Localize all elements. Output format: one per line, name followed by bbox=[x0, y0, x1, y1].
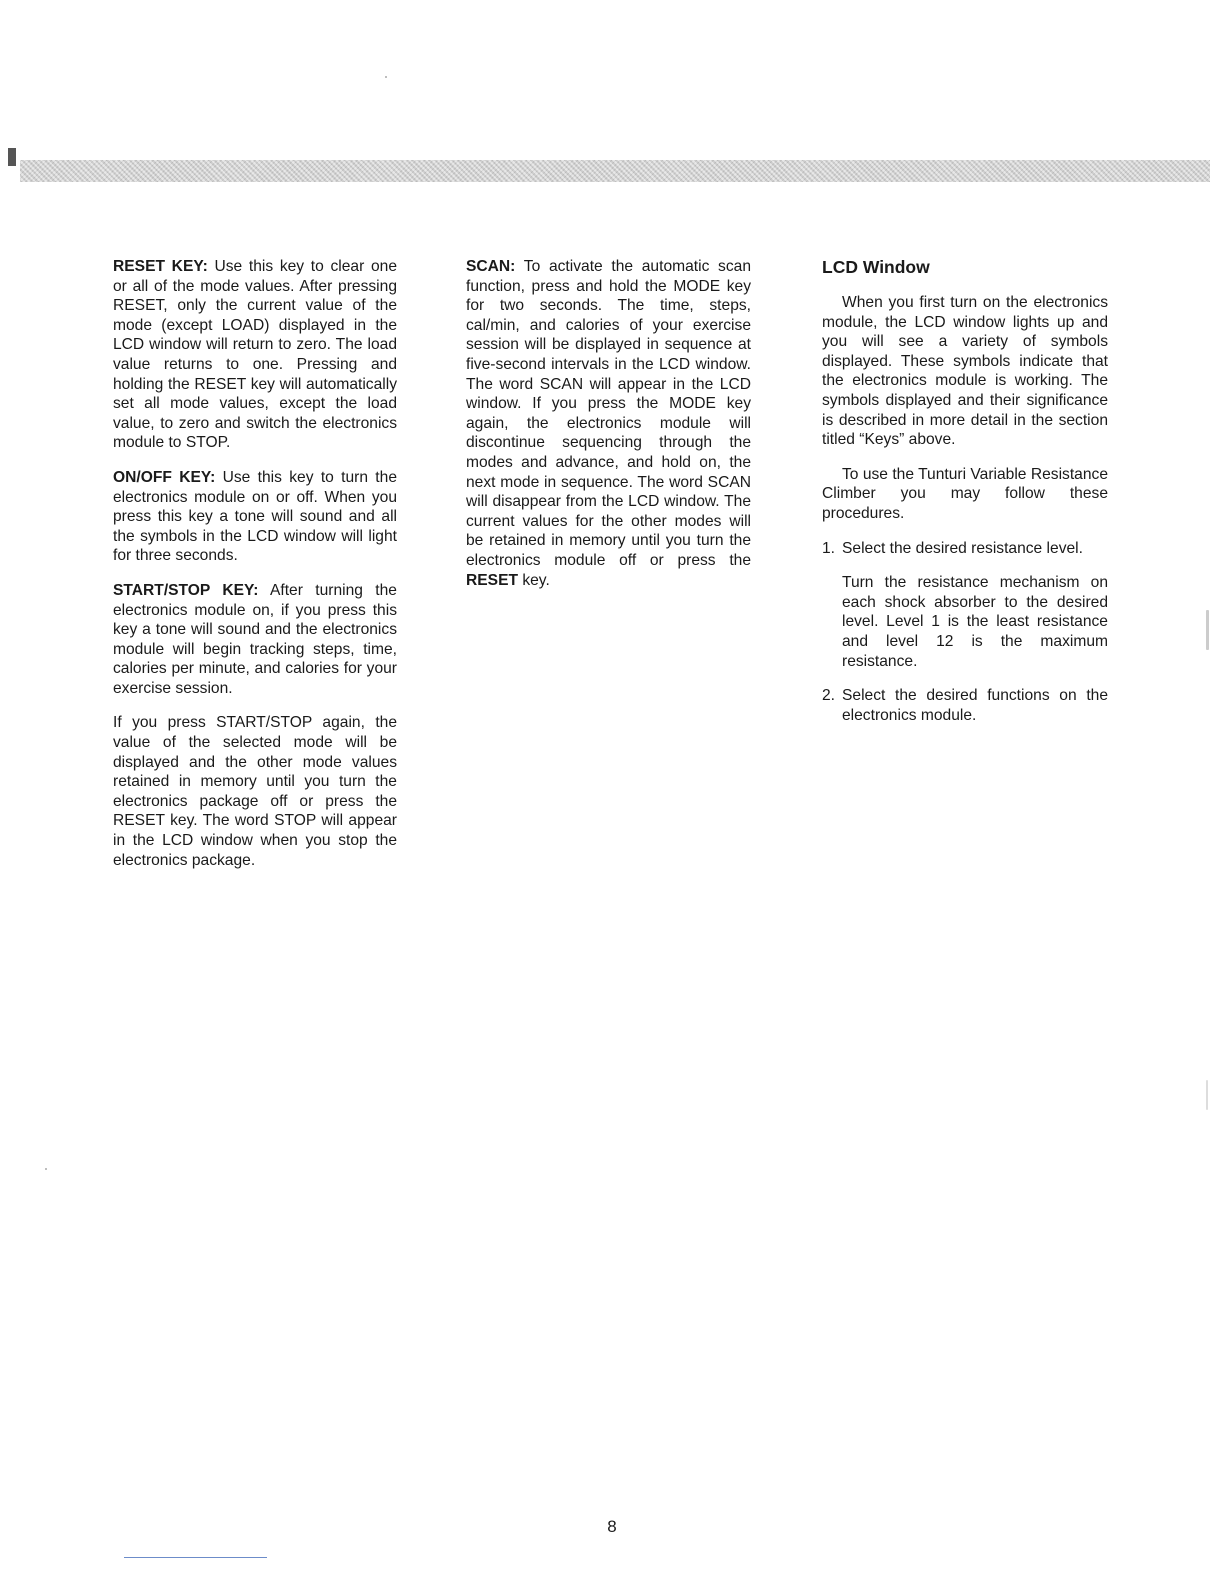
startstop-key-term: START/STOP KEY: bbox=[113, 581, 259, 599]
onoff-key-text: Use this key to turn the electronics module on or off. When you press this key a tone will sound and all the symbols in the LCD window will light for three seconds. bbox=[113, 468, 397, 565]
startstop-key-paragraph bbox=[113, 581, 397, 699]
middle-column bbox=[466, 257, 751, 605]
page-number: 8 bbox=[607, 1517, 617, 1536]
reset-key-text: Use this key to clear one or all of the mode values. After pressing RESET, only the current value of the mode (except LOAD) displayed in the LCD window will return to zero. The load value returns to one. Pressing and holding the RESET key will automatically set all mode values, except the load value, to zero and switch the electronics module to STOP. bbox=[113, 258, 397, 452]
step-2 bbox=[822, 686, 1108, 725]
scan-paragraph bbox=[466, 257, 751, 590]
right-column bbox=[822, 257, 1108, 740]
header-band bbox=[20, 160, 1210, 182]
scan-text-end: key. bbox=[518, 571, 550, 589]
step-2-text: Select the desired functions on the electronics module. bbox=[842, 687, 1108, 724]
step-1-detail: Turn the resistance mechanism on each shock absorber to the desired level. Level 1 is the least resistance and level 12 is the maximum resistance. bbox=[842, 574, 1108, 670]
startstop-key-text: After turning the electronics module on, if you press this key a tone will sound and the electronics module will begin tracking steps, time, calories per minute, and calories for your exercise session. bbox=[113, 581, 397, 697]
scan-speck bbox=[385, 76, 387, 78]
lcd-intro-paragraph: When you first turn on the electronics module, the LCD window lights up and you will see a variety of symbols displayed. These symbols indicate that the electronics module is working. The symbols displayed and their significance is described in more detail in the section titled “Keys” above. bbox=[822, 294, 1108, 449]
scan-speck bbox=[45, 1168, 47, 1170]
scan-artifact-mark bbox=[8, 148, 16, 166]
reset-key-paragraph bbox=[113, 257, 397, 453]
procedures-paragraph: To use the Tunturi Variable Resistance Climber you may follow these procedures. bbox=[822, 465, 1108, 522]
scan-speck bbox=[1206, 610, 1209, 650]
scan-reset-term: RESET bbox=[466, 571, 518, 589]
startstop-again-paragraph: If you press START/STOP again, the value of the selected mode will be displayed and the other mode values retained in memory until you turn the electronics package off or press the RESET key. The word STOP will appear in the LCD window when you stop the electronics package. bbox=[113, 714, 397, 869]
lcd-window-heading: LCD Window bbox=[822, 257, 930, 277]
scan-speck bbox=[1206, 1080, 1208, 1110]
onoff-key-paragraph bbox=[113, 468, 397, 566]
footer-rule bbox=[124, 1557, 267, 1558]
step-1-number: 1. bbox=[822, 539, 836, 557]
step-1 bbox=[822, 539, 1108, 559]
scan-text: To activate the automatic scan function, press and hold the MODE key for two seconds. The time, steps, cal/min, and calories of your exercise session will be displayed in sequence at five-second intervals in the LCD window. The word SCAN will appear in the LCD window. If you press the MODE key again, the electronics module will discontinue sequencing through the modes and advance, and hold on, the next mode in sequence. The word SCAN will disappear from the LCD window. The current values for the other modes will be retained in memory until you turn the electronics module off or press the bbox=[466, 258, 751, 569]
step-1-text: Select the desired resistance level. bbox=[842, 539, 1083, 557]
left-column bbox=[113, 257, 397, 885]
scan-term: SCAN: bbox=[466, 258, 516, 275]
onoff-key-term: ON/OFF KEY: bbox=[113, 468, 216, 486]
reset-key-term: RESET KEY: bbox=[113, 258, 208, 275]
step-2-number: 2. bbox=[822, 687, 836, 705]
